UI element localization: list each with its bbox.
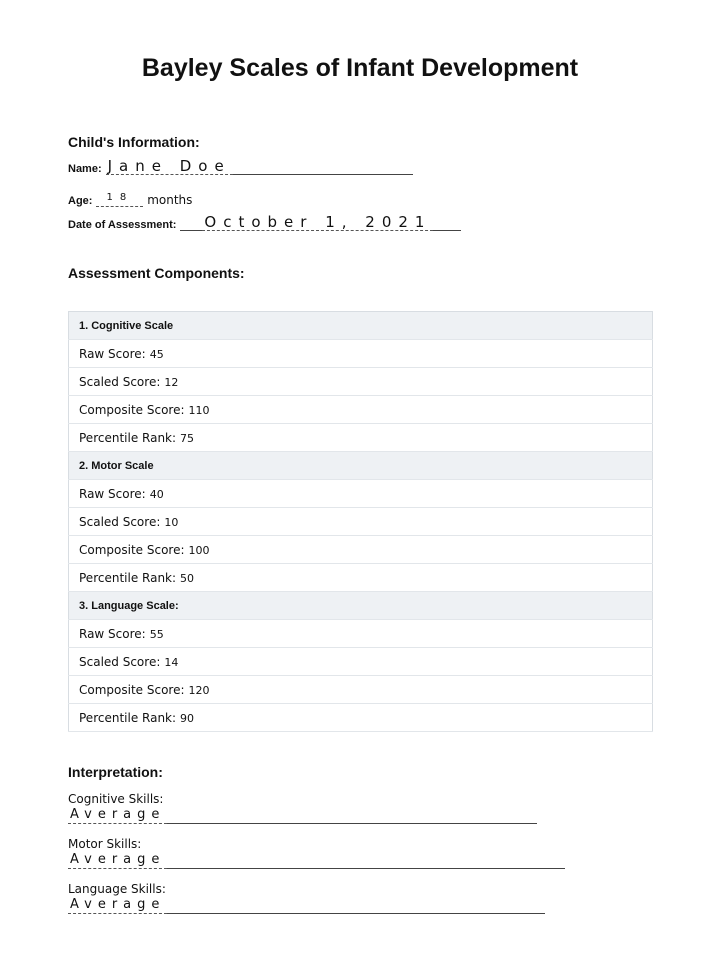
skill-field[interactable]: Average <box>70 897 166 912</box>
components-heading: Assessment Components: <box>68 265 245 281</box>
score-cell <box>69 676 653 704</box>
section-header <box>69 312 653 340</box>
score-value: 50 <box>180 571 195 585</box>
score-cell <box>69 648 653 676</box>
skill-field[interactable]: Average <box>70 807 166 822</box>
score-value: 45 <box>149 347 164 361</box>
score-value: 100 <box>188 543 210 557</box>
table-row <box>69 508 653 536</box>
score-label: Composite Score: <box>79 542 185 557</box>
score-cell <box>69 620 653 648</box>
date-row <box>68 214 461 231</box>
table-row <box>69 340 653 368</box>
score-label: Raw Score: <box>79 486 146 501</box>
table-row <box>69 620 653 648</box>
page-title: Bayley Scales of Infant Development <box>141 54 579 82</box>
score-label: Scaled Score: <box>79 374 161 389</box>
score-cell <box>69 536 653 564</box>
score-value: 120 <box>188 683 210 697</box>
score-cell <box>69 508 653 536</box>
table-row <box>69 676 653 704</box>
score-value: 40 <box>149 487 164 501</box>
score-label: Scaled Score: <box>79 514 161 529</box>
score-value: 90 <box>180 711 195 725</box>
score-label: Percentile Rank: <box>79 570 177 585</box>
child-info-heading: Child's Information: <box>68 134 200 150</box>
score-label: Scaled Score: <box>79 654 161 669</box>
score-cell <box>69 564 653 592</box>
score-value: 75 <box>180 431 195 445</box>
table-row <box>69 368 653 396</box>
score-cell <box>69 704 653 732</box>
skill-label: Cognitive Skills: <box>68 792 164 806</box>
score-label: Composite Score: <box>79 402 185 417</box>
score-label: Composite Score: <box>79 682 185 697</box>
table-row <box>69 536 653 564</box>
name-blank-line <box>233 160 413 175</box>
score-label: Percentile Rank: <box>79 430 177 445</box>
table-row <box>69 564 653 592</box>
section-title: 2. Motor Scale <box>69 452 653 480</box>
section-title: 1. Cognitive Scale <box>69 312 653 340</box>
section-header <box>69 452 653 480</box>
date-label: Date of Assessment: <box>68 219 177 231</box>
age-unit: months <box>147 193 193 207</box>
date-field[interactable]: October 1, 2021 <box>204 213 432 231</box>
skill-label: Language Skills: <box>68 882 166 896</box>
age-field[interactable]: 18 <box>96 190 143 207</box>
scores-table <box>68 311 653 732</box>
score-label: Raw Score: <box>79 626 146 641</box>
age-row <box>68 190 192 207</box>
score-value: 14 <box>164 655 179 669</box>
score-cell <box>69 480 653 508</box>
score-cell <box>69 396 653 424</box>
score-cell <box>69 424 653 452</box>
table-row <box>69 648 653 676</box>
score-value: 12 <box>164 375 179 389</box>
skill-blank-line <box>167 854 565 869</box>
table-row <box>69 424 653 452</box>
skill-field[interactable]: Average <box>70 852 166 867</box>
score-label: Percentile Rank: <box>79 710 177 725</box>
score-cell <box>69 340 653 368</box>
age-label: Age: <box>68 195 93 207</box>
name-label: Name: <box>68 163 102 175</box>
section-title: 3. Language Scale: <box>69 592 653 620</box>
table-row <box>69 704 653 732</box>
score-label: Raw Score: <box>79 346 146 361</box>
score-cell <box>69 368 653 396</box>
score-value: 110 <box>188 403 210 417</box>
score-value: 55 <box>149 627 164 641</box>
skill-label: Motor Skills: <box>68 837 142 851</box>
interpretation-item <box>68 882 545 914</box>
name-row <box>68 158 413 175</box>
section-header <box>69 592 653 620</box>
skill-blank-line <box>167 809 537 824</box>
table-row <box>69 396 653 424</box>
score-value: 10 <box>164 515 179 529</box>
skill-blank-line <box>167 899 545 914</box>
date-blank-line <box>180 216 202 231</box>
name-field[interactable]: Jane Doe <box>107 157 231 175</box>
interpretation-item <box>68 792 537 824</box>
date-blank-line-end <box>433 216 461 231</box>
interpretation-heading: Interpretation: <box>68 764 163 780</box>
interpretation-item <box>68 837 565 869</box>
table-row <box>69 480 653 508</box>
